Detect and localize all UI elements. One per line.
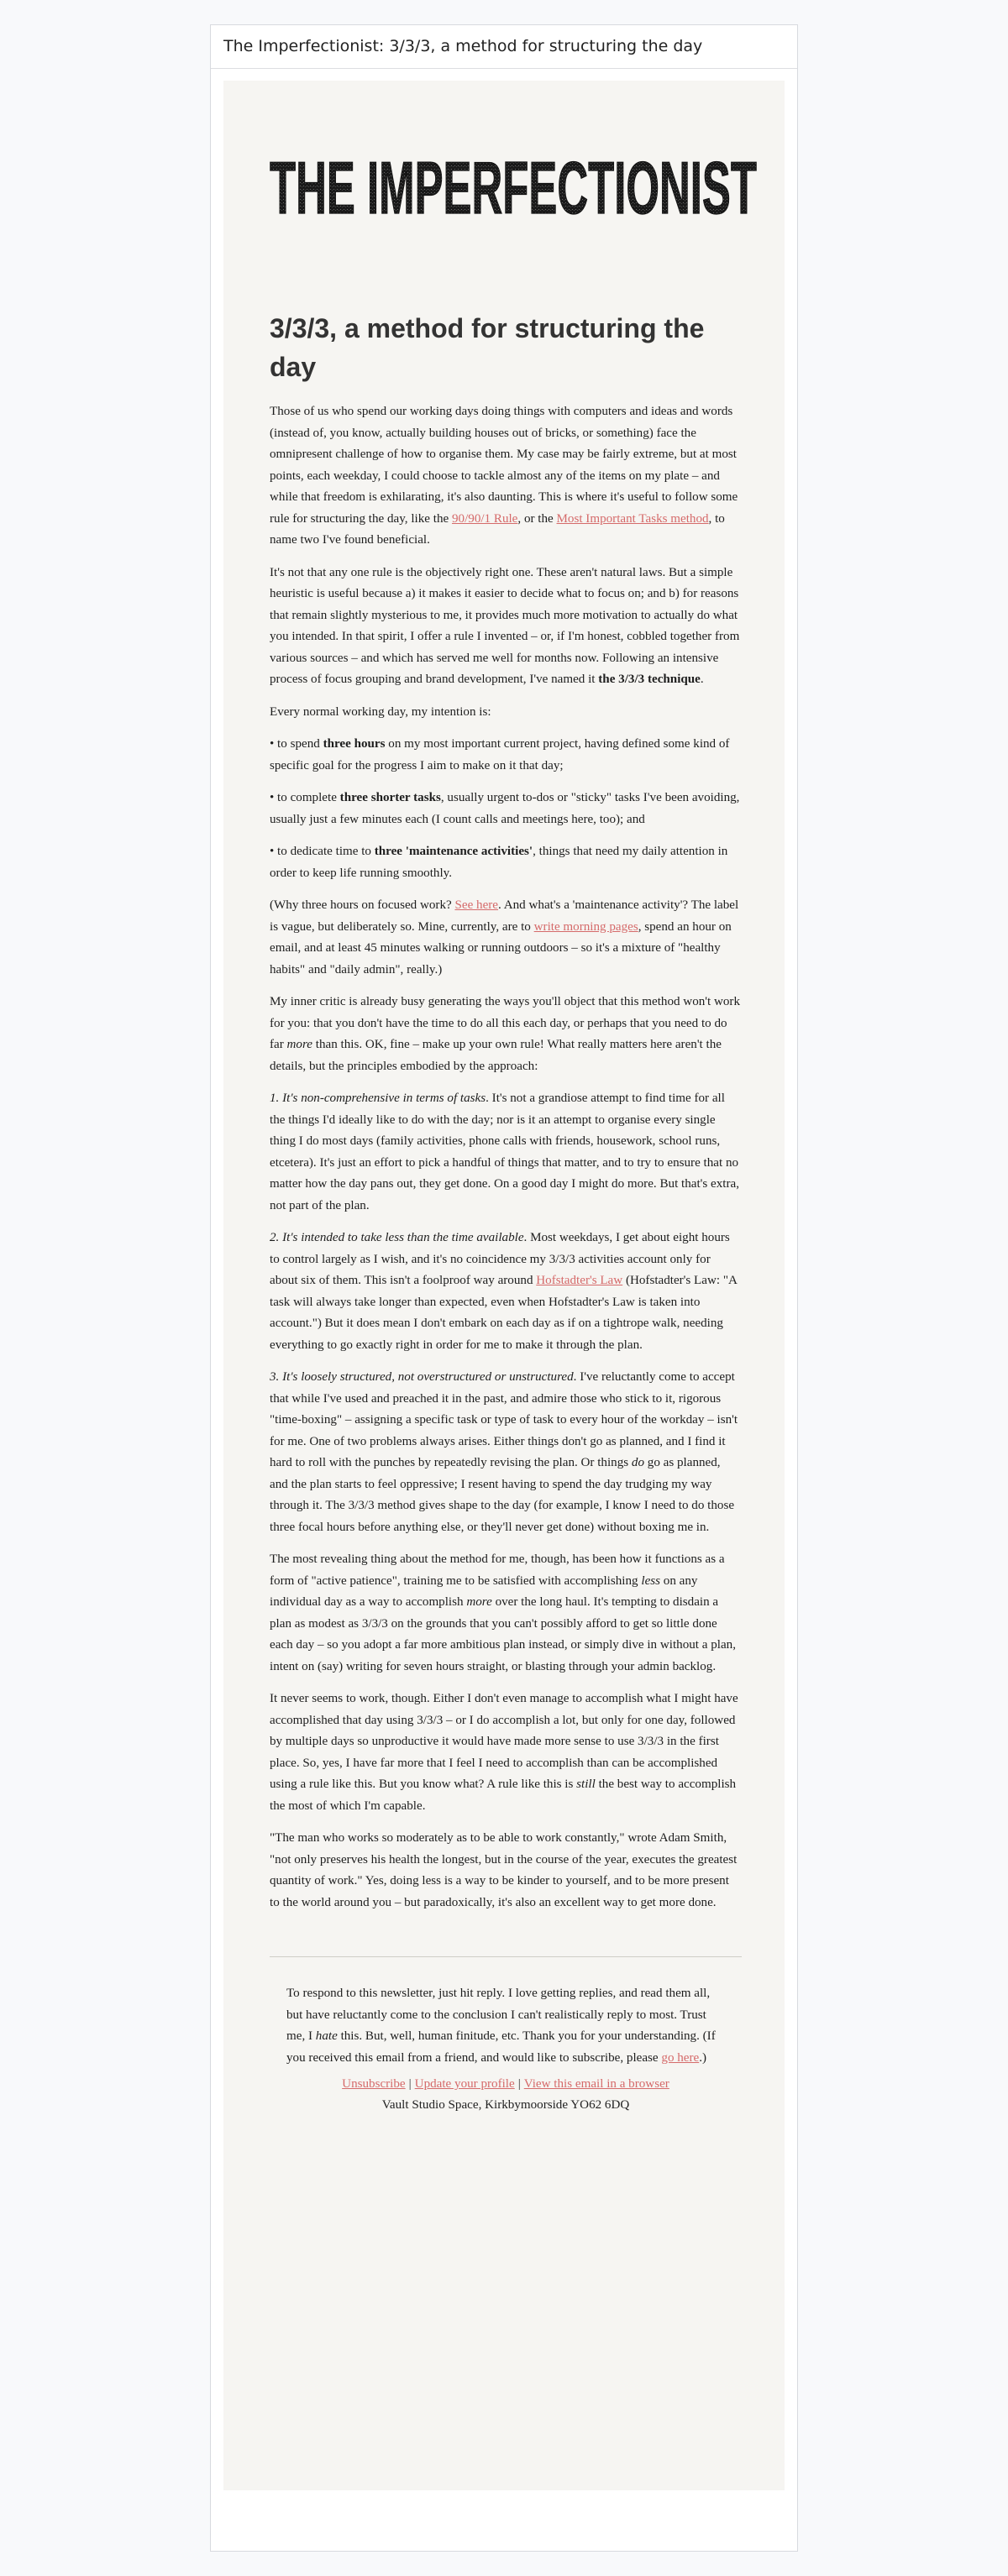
link-90-90-1-rule[interactable]: 90/90/1 Rule [451, 511, 518, 526]
link-most-important-tasks[interactable]: Most Important Tasks method [556, 511, 709, 526]
paragraph-4: (Why three hours on focused work? See here. And what's a 'maintenance activity'? The label is vague, but deliberately so. Mine, currently, are to write morning pages, spend an hour on email, and at least 45 minutes walking or running outdoors – so it's a mixture of "healthy habits" and "daily admin", really.) [270, 898, 739, 976]
paragraph-1: Those of us who spend our working days doing things with computers and ideas and words (instead of, you know, actually building houses out of bricks, or something) face the omnipresent challenge of how to organise them. My case may be fairly extreme, but at most points, each weekday, I could choose to tackle almost any of the items on my plate – and while that freedom is exhilarating, it's also daunting. This is where it's useful to follow some rule for structuring the day, like the 90/90/1 Rule, or the Most Important Tasks method, to name two I've found beneficial. [270, 405, 738, 547]
article-title: 3/3/3, a method for structuring the day [270, 313, 705, 382]
principle-2: 2. It's intended to take less than the time available. Most weekdays, I get about eight hours to control largely as I wish, and it's no coincidence my 3/3/3 activities account only for about six of them. This isn't a foolproof way around Hofstadter's Law (Hofstadter's Law: "A task will always take longer than expected, even when Hofstadter's Law is taken into account.") But it does mean I don't embark on each day as if on a tightrope walk, needing everything to go exactly right in order for me to make it through the plan. [270, 1231, 738, 1352]
paragraph-3: Every normal working day, my intention is: [270, 704, 491, 719]
email-body [223, 81, 785, 2490]
postal-address: Vault Studio Space, Kirkbymoorside YO62 6DQ [381, 2098, 630, 2112]
email-subject: The Imperfectionist: 3/3/3, a method for structuring the day [211, 25, 797, 69]
link-separator: | [517, 2077, 521, 2091]
principle-3: 3. It's loosely structured, not overstructured or unstructured. I've reluctantly come to accept that while I've used and preached it in the past, and admire those who stick to it, rigorous "time-boxing" – assigning a specific task or type of task to every hour of the workday – isn't for me. One of two problems always arises. Either things don't go as planned, and I find it hard to roll with the punches by repeatedly revising the plan. Or things do go as planned, and the plan starts to feel oppressive; I resent having to spend the day trudging my way through it. The 3/3/3 method gives shape to the day (for example, I know I need to do those three focal hours before anything else, or they'll never get done) without boxing me in. [270, 1370, 738, 1534]
footer-note: To respond to this newsletter, just hit reply. I love getting replies, and read them all, but have reluctantly come to the conclusion I can't realistically reply to most. Trust me, I hate this. But, well, human finitude, etc. Thank you for your understanding. (If you received this email from a friend, and would like to subscribe, please go here.) [286, 1987, 716, 2065]
email-window [210, 24, 798, 2552]
bullet-three-hours: • to spend three hours on my most important current project, having defined some kind of specific goal for the progress I aim to make on it that day; [270, 737, 730, 772]
paragraph-never-works: It never seems to work, though. Either I don't even manage to accomplish what I might have accomplished that day using 3/3/3 – or I do accomplish a lot, but only for one day, followed by multiple days so unproductive it would have made more sense to use 3/3/3 in the first place. So, yes, I have far more that I feel I need to accomplish than can be accomplished using a rule like this. But you know what? A rule like this is still the best way to accomplish the most of which I'm capable. [270, 1692, 738, 1813]
paragraph-5: My inner critic is already busy generating the ways you'll object that this method won't work for you: that you don't have the time to do all this each day, or perhaps that you need to do far more than this. OK, fine – make up your own rule! What really matters here aren't the details, but the principles embodied by the approach: [270, 995, 741, 1073]
link-subscribe-go-here[interactable]: go here [661, 2050, 700, 2065]
principle-1: 1. It's non-comprehensive in terms of tasks. It's not a grandiose attempt to find time for all the things I'd ideally like to do with the day; nor is it an attempt to organise every single thing I do most days (family activities, phone calls with friends, housework, school runs, etcetera). It's just an effort to pick a handful of things that matter, and to try to ensure that no matter how the day pans out, they get done. On a good day I might do more. But that's extra, not part of the plan. [270, 1092, 739, 1212]
unsubscribe-link[interactable]: Unsubscribe [342, 2077, 406, 2091]
logo-wordmark [269, 154, 758, 217]
link-see-here[interactable]: See here [454, 898, 499, 912]
bullet-three-tasks: • to complete three shorter tasks, usually urgent to-dos or "sticky" tasks I've been avoiding, usually just a few minutes each (I count calls and meetings here, too); and [270, 791, 740, 826]
footer-links [286, 2074, 725, 2095]
view-in-browser-link[interactable]: View this email in a browser [523, 2077, 669, 2091]
link-write-morning-pages[interactable]: write morning pages [533, 919, 638, 934]
link-hofstadters-law[interactable]: Hofstadter's Law [536, 1274, 623, 1287]
paragraph-active-patience: The most revealing thing about the method for me, though, has been how it functions as a form of "active patience", training me to be satisfied with accomplishing less on any individual day as a way to accomplish more over the long haul. It's tempting to disdain a plan as modest as 3/3/3 on the grounds that you can't possibly afford to get so little done each day – so you adopt a far more ambitious plan instead, or simply dive in without a plan, intent on (say) writing for seven hours straight, or blasting through your admin backlog. [270, 1552, 736, 1673]
paragraph-2: It's not that any one rule is the objectively right one. These aren't natural laws. But a simple heuristic is useful because a) it makes it easier to decide what to focus on; and b) for reasons that remain slightly mysterious to me, it provides much more motivation to actually do what you intended. In that spirit, I offer a rule I invented – or, if I'm honest, cobbled together from various sources – and which has served me well for months now. Following an intensive process of focus grouping and brand development, I've named it the 3/3/3 technique. [270, 565, 740, 686]
link-separator: | [408, 2077, 412, 2091]
article [270, 309, 742, 2116]
update-profile-link[interactable]: Update your profile [414, 2077, 515, 2091]
paragraph-adam-smith: "The man who works so moderately as to be able to work constantly," wrote Adam Smith, "not only preserves his health the longest, but in the course of the year, executes the greatest quantity of work." Yes, doing less is a way to be kinder to yourself, and to be more present to the world around you – but paradoxically, it's also an excellent way to get more done. [270, 1831, 738, 1909]
logo-text: THE IMPERFECTIONIST [270, 154, 757, 217]
footer [270, 1957, 742, 2116]
bullet-maintenance: • to dedicate time to three 'maintenance activities', things that need my daily attention in order to keep life running smoothly. [270, 845, 728, 880]
masthead-logo [269, 154, 758, 217]
